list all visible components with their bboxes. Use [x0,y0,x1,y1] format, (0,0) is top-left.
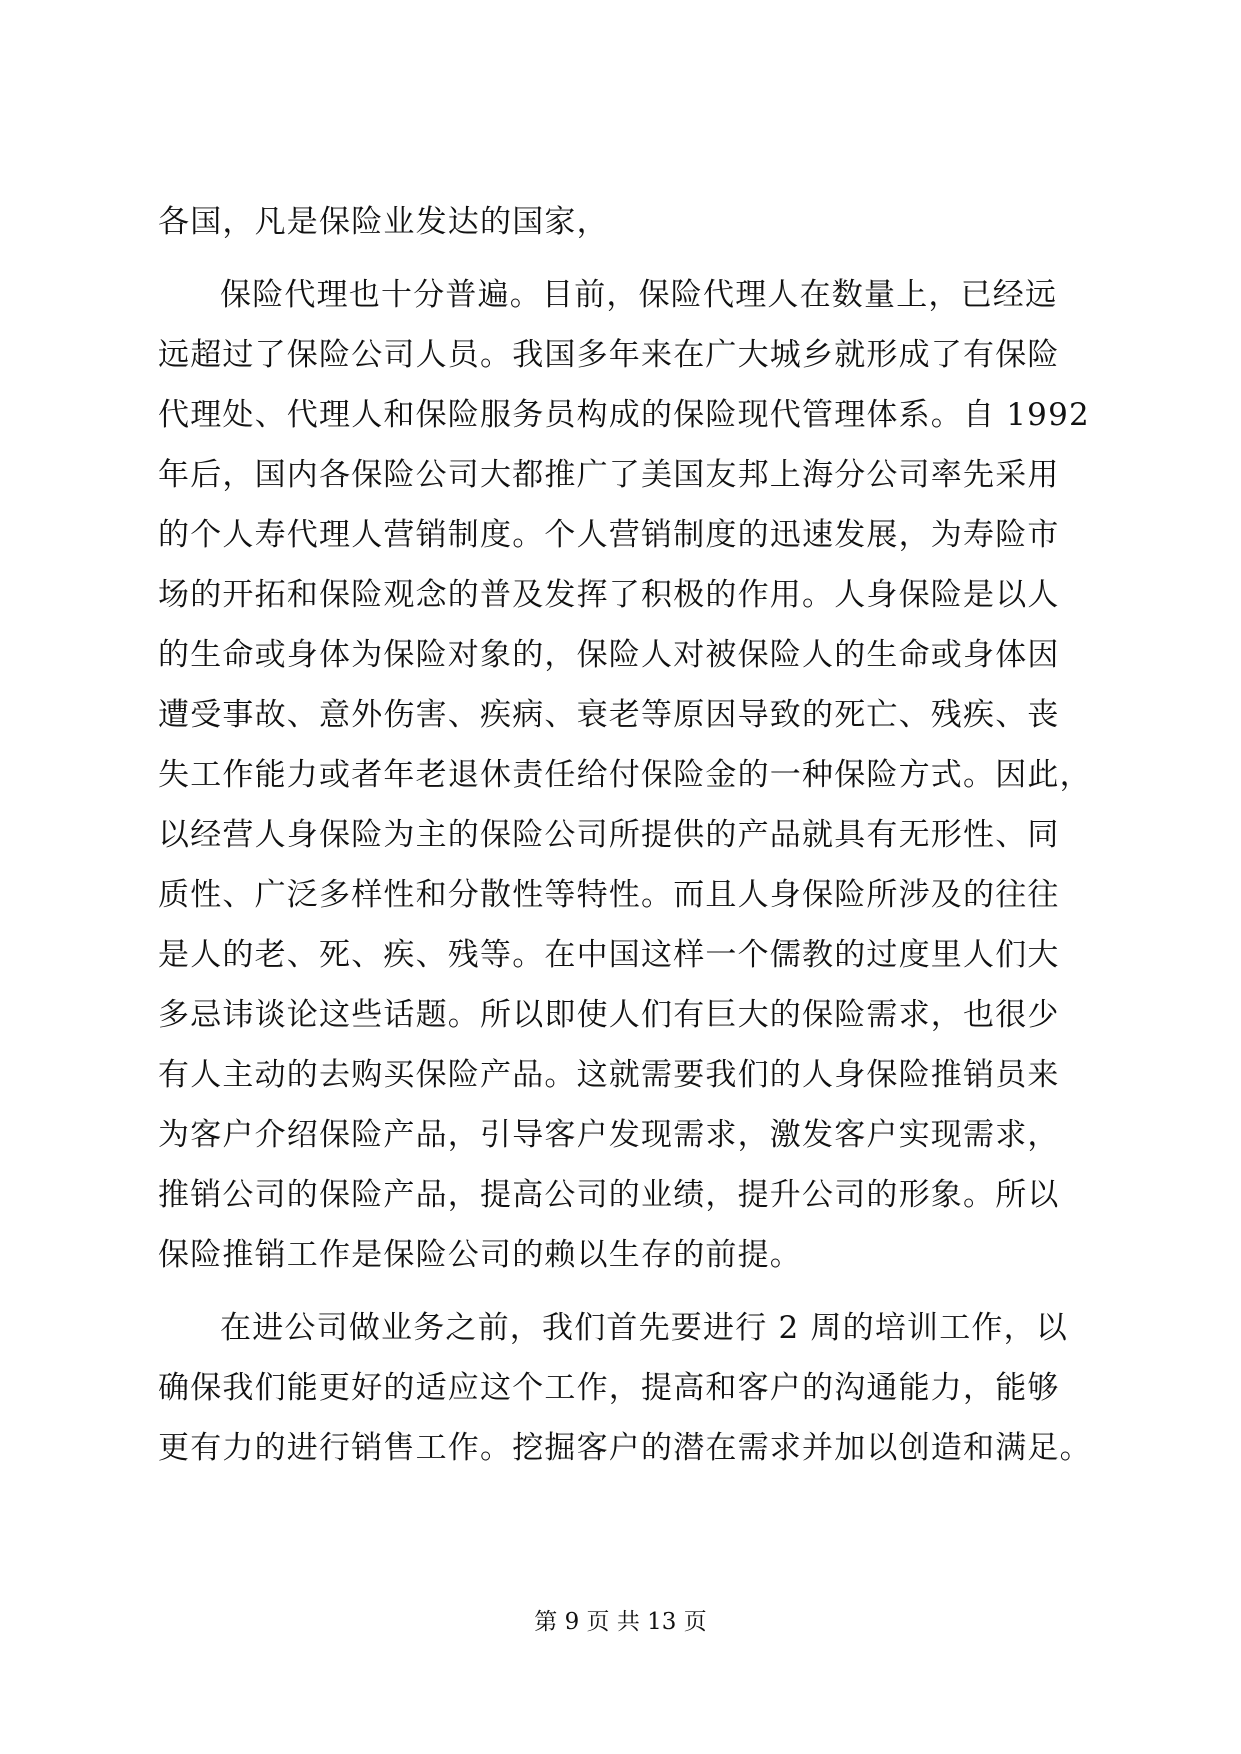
text-line: 场的开拓和保险观念的普及发挥了积极的作用。人身保险是以人 [158,577,1060,613]
text-line: 有人主动的去购买保险产品。这就需要我们的人身保险推销员来 [158,1057,1060,1093]
text-line: 更有力的进行销售工作。挖掘客户的潜在需求并加以创造和满足。 [158,1430,1092,1466]
text-line: 以经营人身保险为主的保险公司所提供的产品就具有无形性、同 [158,817,1060,853]
paragraph-first-line: 在进公司做业务之前，我们首先要进行 2 周的培训工作，以 [220,1310,1069,1346]
text-line: 年后，国内各保险公司大都推广了美国友邦上海分公司率先采用 [158,457,1060,493]
text-line: 的生命或身体为保险对象的，保险人对被保险人的生命或身体因 [158,637,1060,673]
text-line: 质性、广泛多样性和分散性等特性。而且人身保险所涉及的往往 [158,877,1060,913]
body-text [158,192,1092,1478]
text-line: 各国，凡是保险业发达的国家， [158,204,609,240]
text-line: 推销公司的保险产品，提高公司的业绩，提升公司的形象。所以 [158,1177,1060,1213]
text-line: 多忌讳谈论这些话题。所以即使人们有巨大的保险需求，也很少 [158,997,1060,1033]
text-line: 代理处、代理人和保险服务员构成的保险现代管理体系。自 1992 [158,397,1090,433]
text-line: 的个人寿代理人营销制度。个人营销制度的迅速发展，为寿险市 [158,517,1060,553]
text-line: 确保我们能更好的适应这个工作，提高和客户的沟通能力，能够 [158,1370,1060,1406]
text-line: 遭受事故、意外伤害、疾病、衰老等原因导致的死亡、残疾、丧 [158,697,1060,733]
paragraph-first-line: 保险代理也十分普遍。目前，保险代理人在数量上，已经远 [220,277,1058,313]
page-number-footer: 第 9 页 共 13 页 [534,1609,707,1635]
text-line: 失工作能力或者年老退休责任给付保险金的一种保险方式。因此， [158,757,1092,793]
text-line: 是人的老、死、疾、残等。在中国这样一个儒教的过度里人们大 [158,937,1060,973]
text-line: 远超过了保险公司人员。我国多年来在广大城乡就形成了有保险 [158,337,1060,373]
text-line: 保险推销工作是保险公司的赖以生存的前提。 [158,1237,802,1273]
text-line: 为客户介绍保险产品，引导客户发现需求，激发客户实现需求， [158,1117,1060,1153]
